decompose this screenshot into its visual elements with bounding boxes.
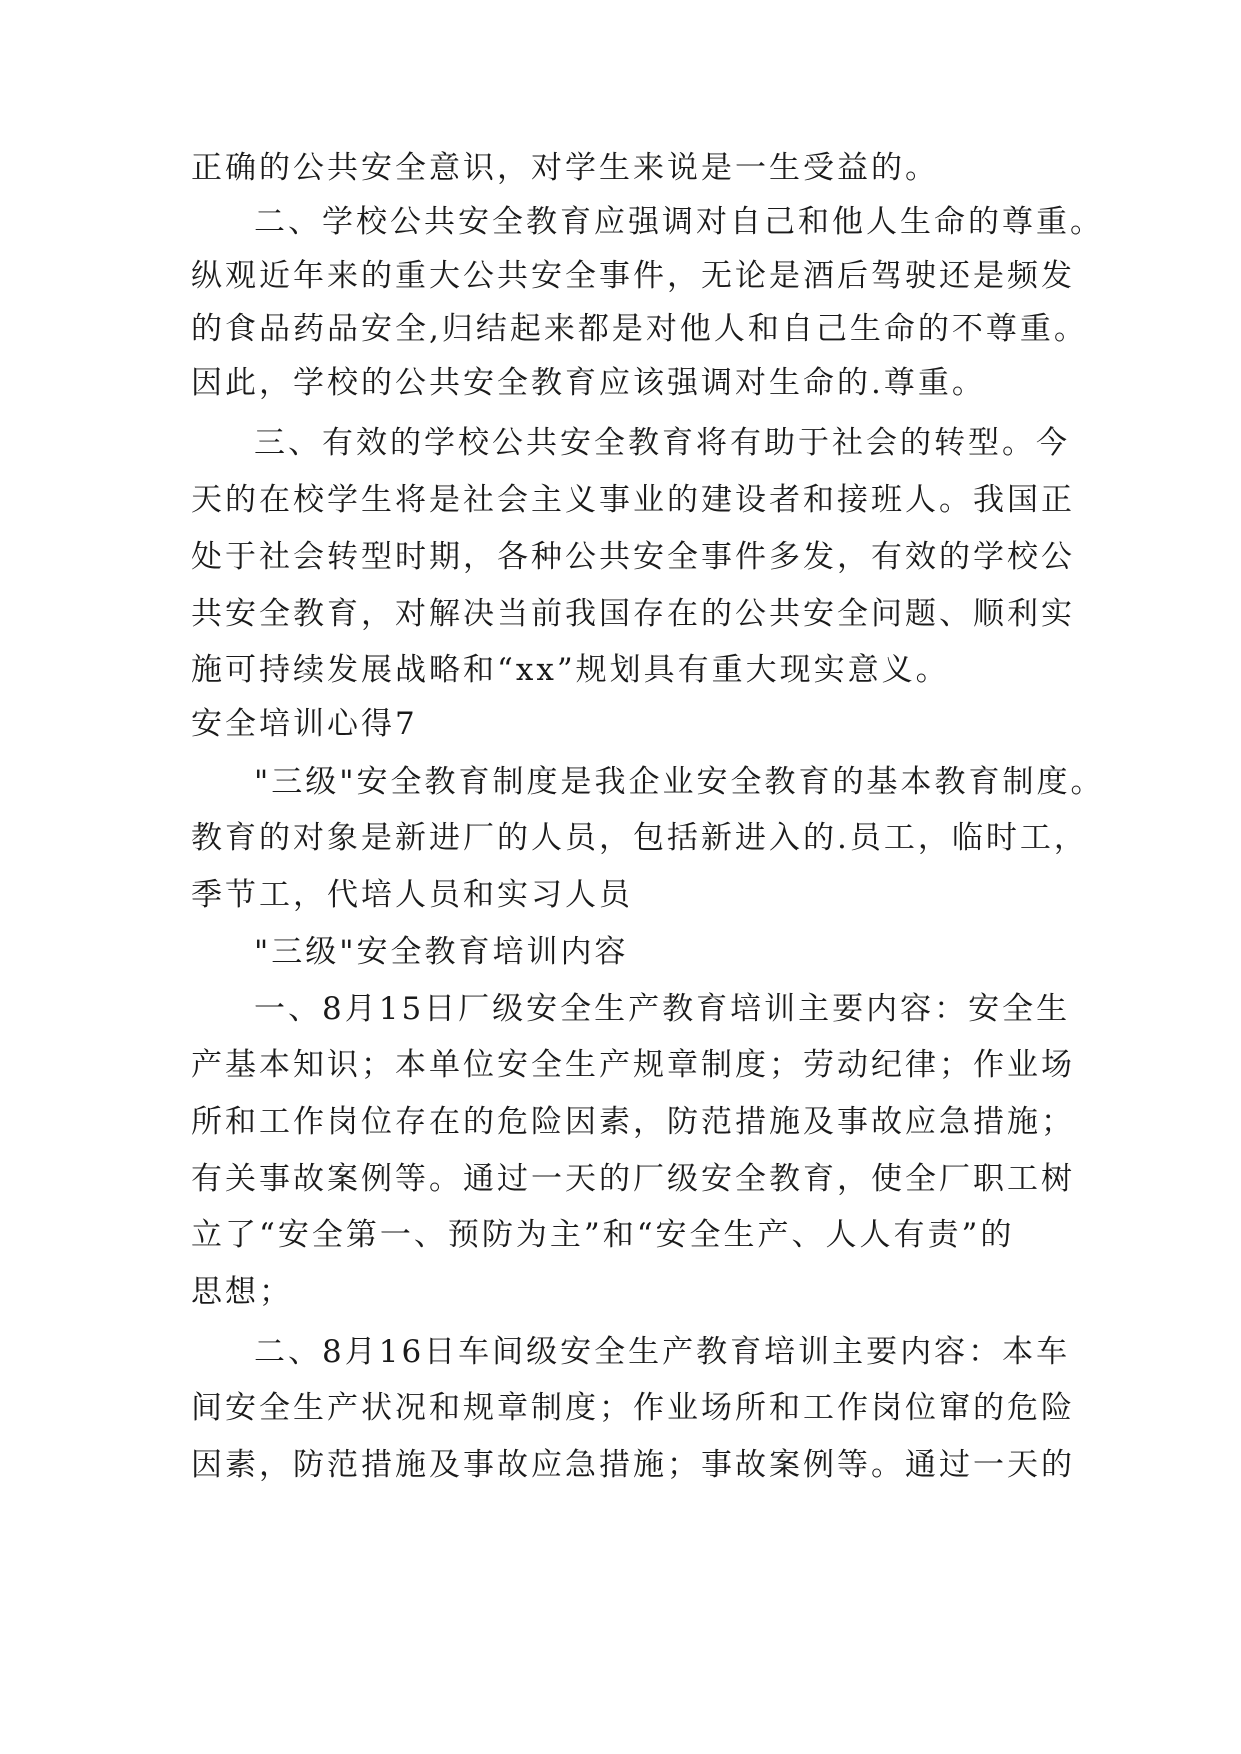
text-line-14: 季节工，代培人员和实习人员 <box>191 877 633 913</box>
text-line-19: 有关事故案例等。通过一天的厂级安全教育，使全厂职工树 <box>191 1161 1075 1197</box>
text-line-13: 教育的对象是新进厂的人员，包括新进入的.员工，临时工， <box>191 820 1088 856</box>
text-line-22: 二、8月16日车间级安全生产教育培训主要内容：本车 <box>254 1334 1071 1370</box>
text-line-1: 正确的公共安全意识，对学生来说是一生受益的。 <box>191 150 939 186</box>
text-line-4: 的食品药品安全,归结起来都是对他人和自己生命的不尊重。 <box>191 311 1088 347</box>
text-line-12: "三级"安全教育制度是我企业安全教育的基本教育制度。 <box>254 764 1105 800</box>
section-heading: 安全培训心得7 <box>191 706 418 742</box>
text-line-3: 纵观近年来的重大公共安全事件，无论是酒后驾驶还是频发 <box>191 258 1075 294</box>
text-line-23: 间安全生产状况和规章制度；作业场所和工作岗位窜的危险 <box>191 1390 1075 1426</box>
text-line-5: 因此，学校的公共安全教育应该强调对生命的.尊重。 <box>191 365 986 401</box>
text-line-15: "三级"安全教育培训内容 <box>254 934 629 970</box>
text-line-18: 所和工作岗位存在的危险因素，防范措施及事故应急措施； <box>191 1104 1075 1140</box>
text-line-10: 施可持续发展战略和“xx”规划具有重大现实意义。 <box>191 652 950 688</box>
text-line-16: 一、8月15日厂级安全生产教育培训主要内容：安全生 <box>254 991 1071 1027</box>
text-line-6: 三、有效的学校公共安全教育将有助于社会的转型。今 <box>254 425 1070 461</box>
text-line-2: 二、学校公共安全教育应强调对自己和他人生命的尊重。 <box>254 204 1104 240</box>
text-line-24: 因素，防范措施及事故应急措施；事故案例等。通过一天的 <box>191 1447 1075 1483</box>
text-line-7: 天的在校学生将是社会主义事业的建设者和接班人。我国正 <box>191 482 1075 518</box>
text-line-21: 思想； <box>191 1274 293 1310</box>
text-line-8: 处于社会转型时期，各种公共安全事件多发，有效的学校公 <box>191 539 1075 575</box>
text-line-20: 立了“安全第一、预防为主”和“安全生产、人人有责”的 <box>191 1217 1015 1253</box>
text-line-9: 共安全教育，对解决当前我国存在的公共安全问题、顺利实 <box>191 596 1075 632</box>
text-line-17: 产基本知识；本单位安全生产规章制度；劳动纪律；作业场 <box>191 1047 1075 1083</box>
